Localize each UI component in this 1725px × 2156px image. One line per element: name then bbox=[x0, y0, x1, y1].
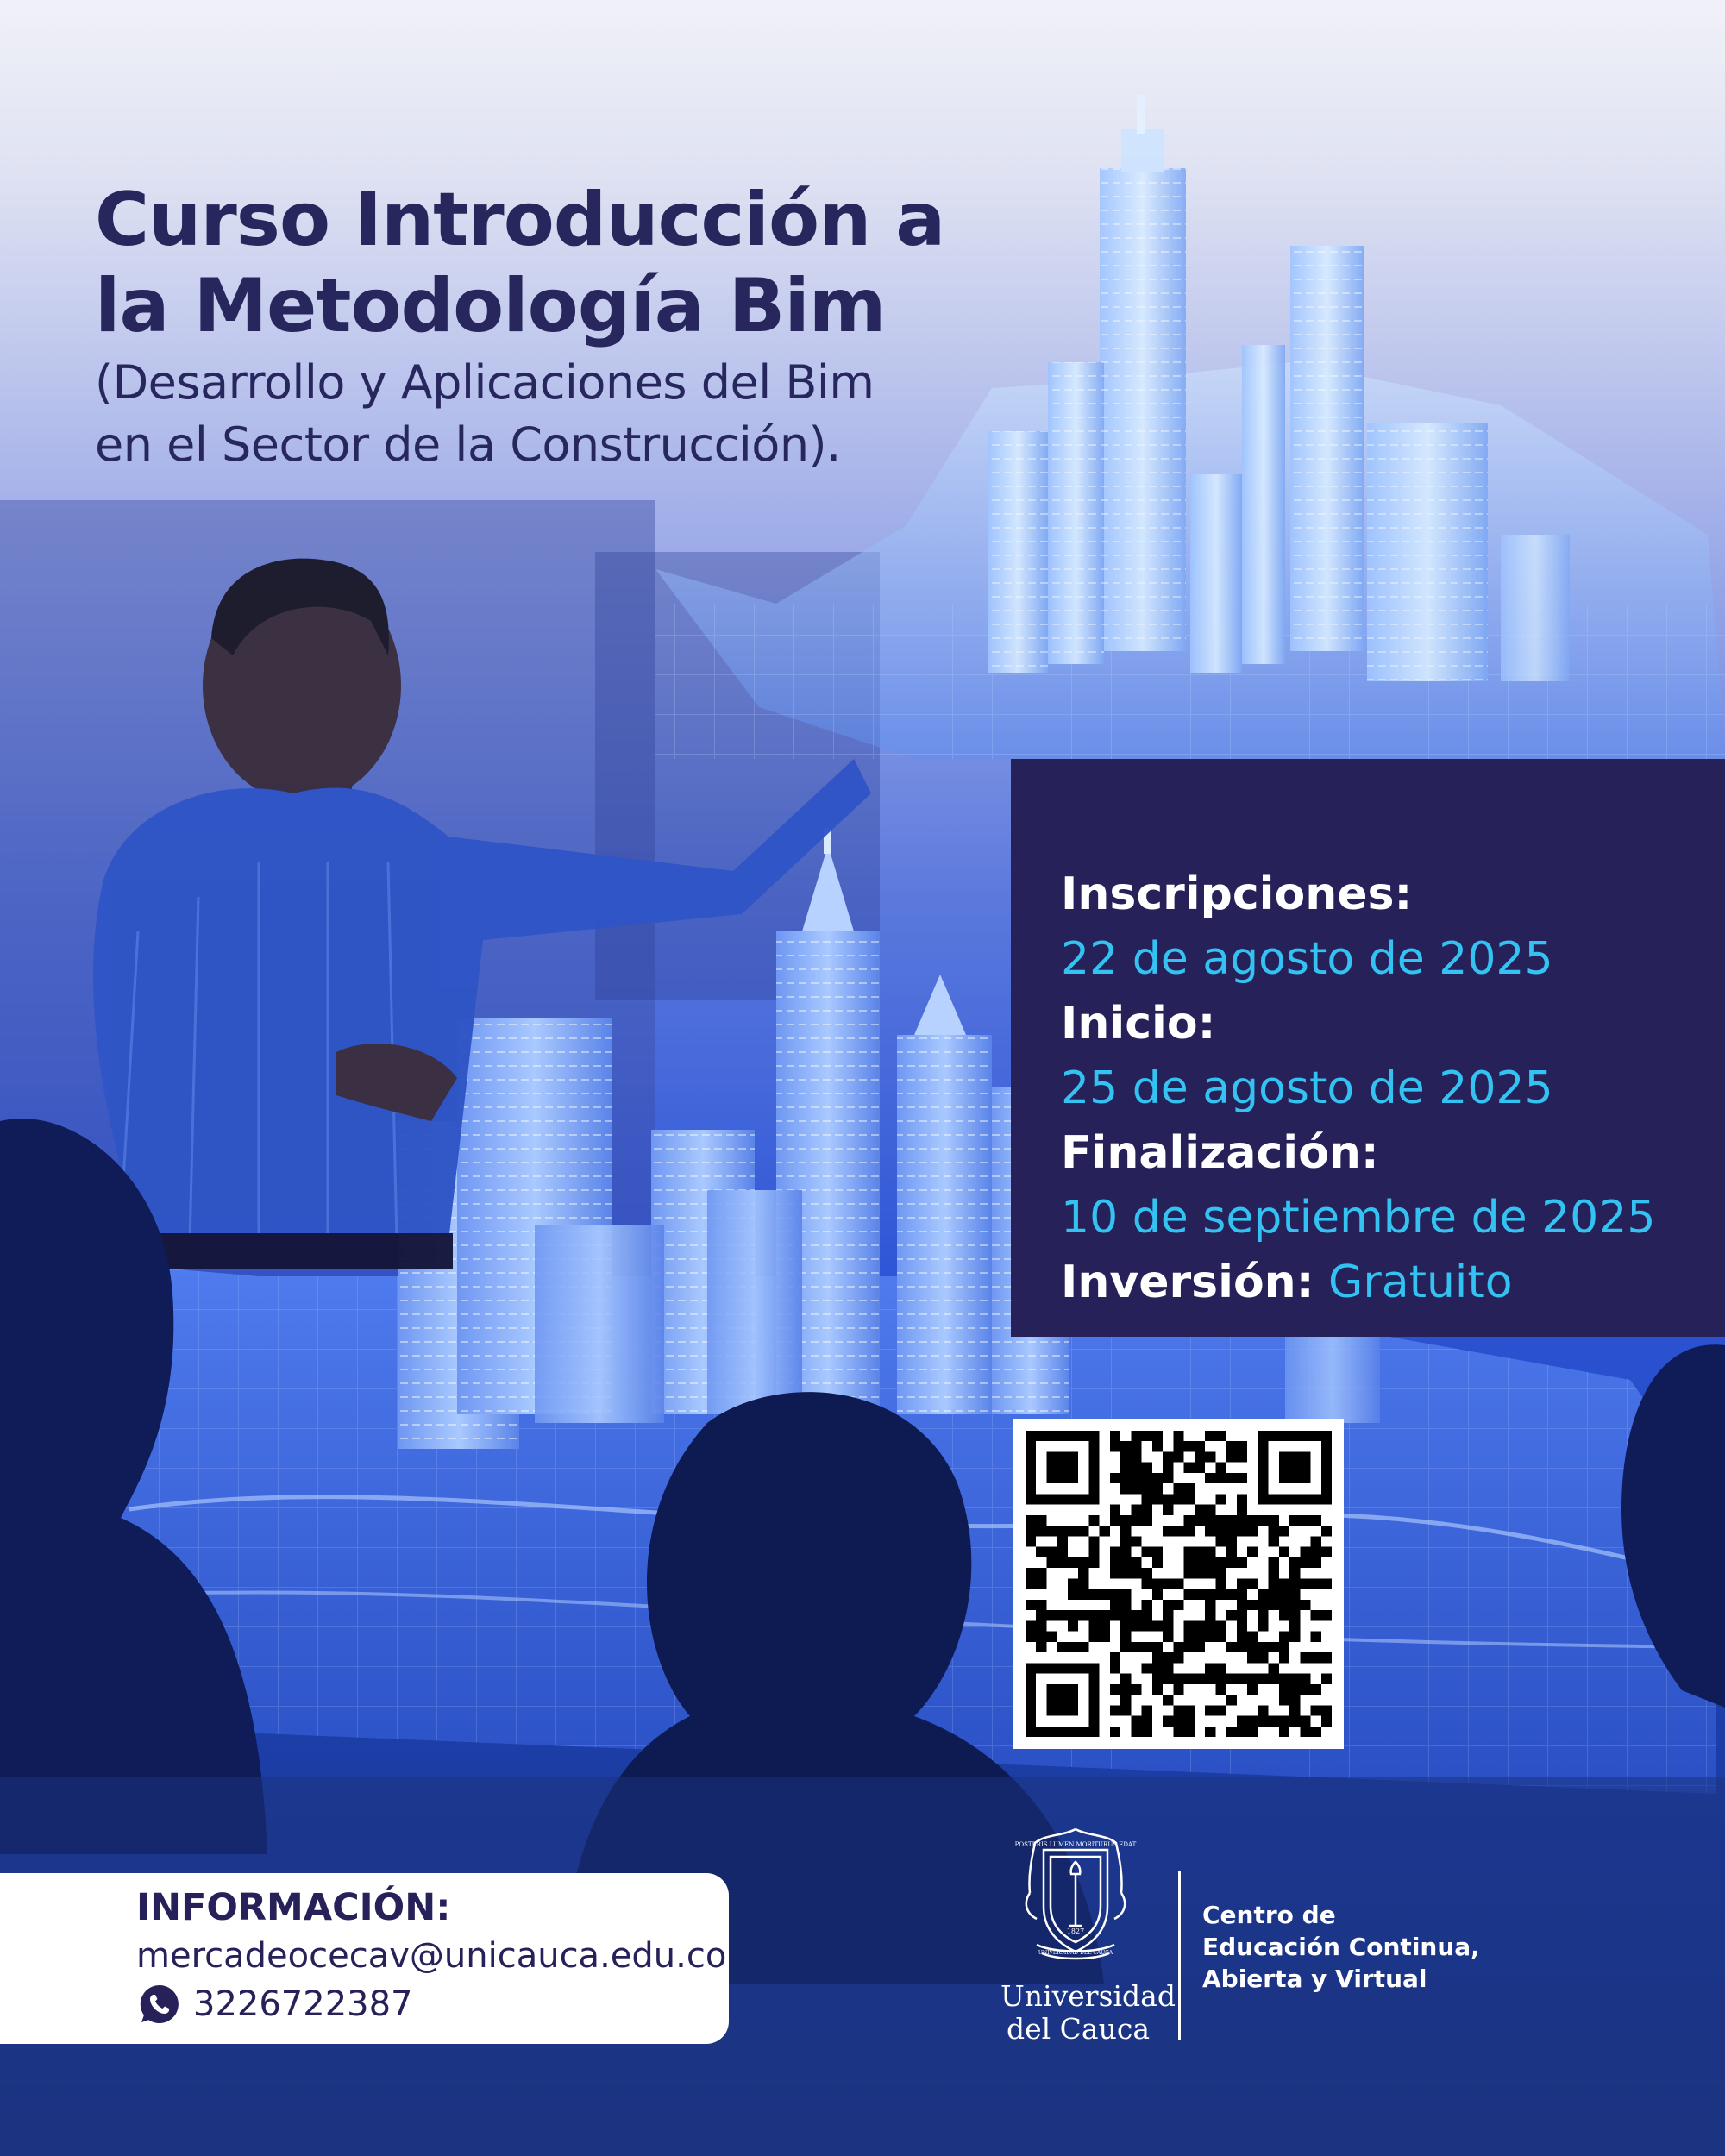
info-phone-row[interactable] bbox=[138, 1980, 729, 2028]
registration-date: 22 de agosto de 2025 bbox=[1061, 933, 1553, 985]
center-name bbox=[1202, 1899, 1565, 1995]
university-name-line1: Universidad bbox=[1000, 1979, 1176, 2013]
start-label: Inicio: bbox=[1061, 998, 1216, 1050]
far-towers bbox=[988, 95, 1570, 681]
investment-row bbox=[1061, 1250, 1725, 1315]
end-label: Finalización: bbox=[1061, 1127, 1379, 1179]
qr-code[interactable] bbox=[1013, 1419, 1344, 1749]
course-title-line2: la Metodología Bim bbox=[95, 263, 886, 349]
seal-ribbon: UNIVERSIDAD DEL CAUCA bbox=[1038, 1950, 1113, 1956]
investment-label: Inversión: bbox=[1061, 1257, 1314, 1308]
whatsapp-icon bbox=[138, 1983, 181, 2026]
qr-code-icon bbox=[1026, 1431, 1332, 1737]
course-title-line1: Curso Introducción a bbox=[95, 177, 945, 263]
seal-motto: POSTERIS LUMEN MORITURUS EDAT bbox=[1014, 1841, 1137, 1848]
logo-divider bbox=[1178, 1871, 1181, 2040]
investment-value: Gratuito bbox=[1328, 1257, 1513, 1308]
end-date: 10 de septiembre de 2025 bbox=[1061, 1192, 1656, 1244]
center-name-line3: Abierta y Virtual bbox=[1202, 1965, 1427, 1993]
info-phone: 3226722387 bbox=[193, 1984, 413, 2024]
course-subtitle bbox=[95, 352, 1009, 476]
course-title bbox=[95, 177, 1009, 349]
course-subtitle-line1: (Desarrollo y Aplicaciones del Bim bbox=[95, 355, 875, 410]
university-name bbox=[1000, 1979, 1176, 2046]
info-title: INFORMACIÓN: bbox=[136, 1886, 451, 1929]
seal-year: 1827 bbox=[1066, 1927, 1085, 1935]
registration-label: Inscripciones: bbox=[1061, 868, 1413, 920]
university-name-line2: del Cauca bbox=[1006, 2012, 1151, 2046]
center-name-line2: Educación Continua, bbox=[1202, 1933, 1480, 1961]
schedule-panel bbox=[1011, 759, 1725, 1337]
course-subtitle-line2: en el Sector de la Construcción). bbox=[95, 417, 841, 472]
info-email-link[interactable]: mercadeocecav@unicauca.edu.co bbox=[136, 1936, 727, 1976]
info-card bbox=[0, 1873, 729, 2044]
university-seal-icon bbox=[1011, 1824, 1140, 1964]
start-date: 25 de agosto de 2025 bbox=[1061, 1062, 1553, 1114]
center-name-line1: Centro de bbox=[1202, 1901, 1336, 1929]
